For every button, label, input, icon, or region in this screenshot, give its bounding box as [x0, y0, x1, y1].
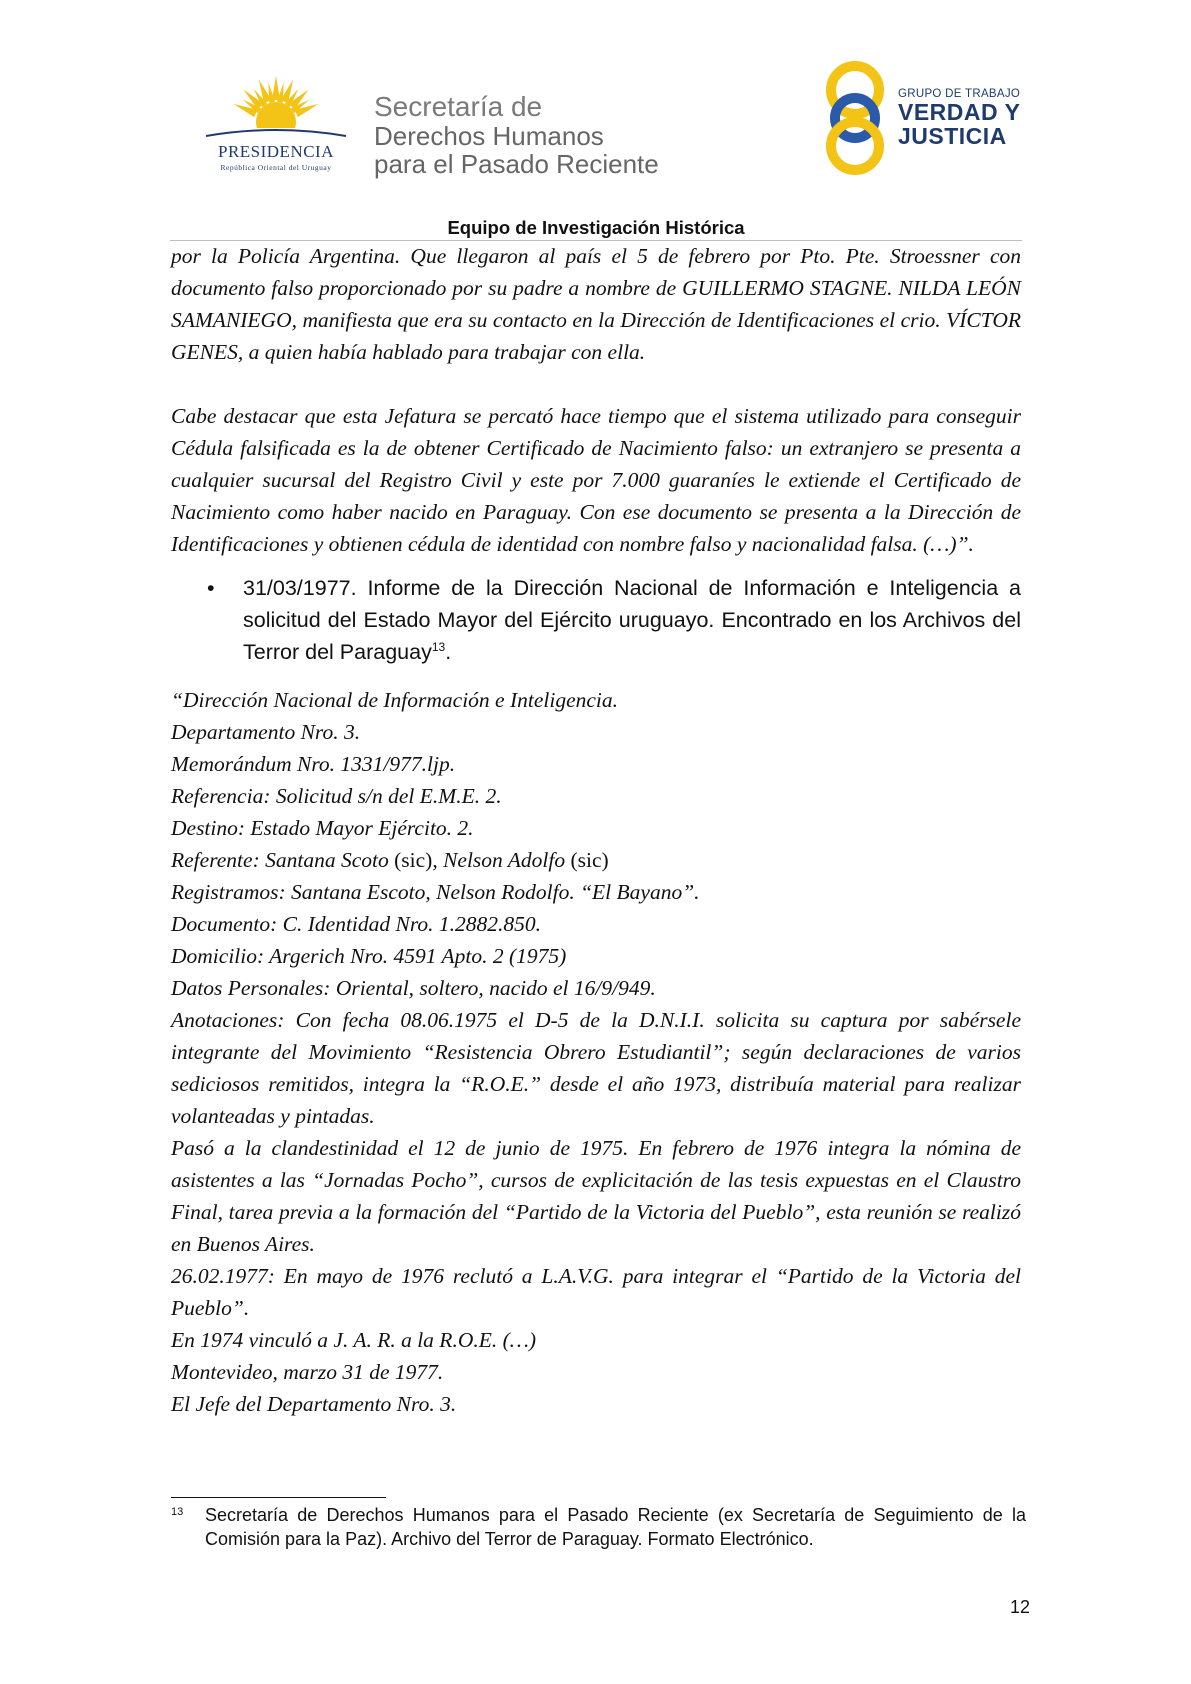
- memo-line: Referencia: Solicitud s/n del E.M.E. 2.: [171, 784, 502, 808]
- memo-line: 26.02.1977: En mayo de 1976 reclutó a L.A.V.G. para integrar el “Partido de la Victoria del Pueblo”.: [171, 1264, 1021, 1320]
- memo-line: Departamento Nro. 3.: [171, 720, 361, 744]
- footnote-divider: [171, 1497, 386, 1498]
- memo-line: Documento: C. Identidad Nro. 1.2882.850.: [171, 912, 542, 936]
- memo-line: [171, 844, 1021, 876]
- secretaria-line-2: Derechos Humanos: [374, 121, 604, 152]
- secretaria-logo-text: [374, 92, 659, 178]
- memo-line: Destino: Estado Mayor Ejército. 2.: [171, 816, 474, 840]
- page-number: 12: [1009, 1597, 1030, 1617]
- verdad-justicia-rings-icon: [820, 58, 890, 178]
- paragraph-1: por la Policía Argentina. Que llegaron al país el 5 de febrero por Pto. Pte. Stroessner con documento falso proporcionado por su padre a nombre de GUILLERMO STAGNE. NILDA LEÓN SAMANIEGO, manifiesta que era su contacto en la Dirección de Identificaciones el crio. VÍCTOR GENES, a quien había hablado para trabajar con ella.: [171, 244, 1021, 364]
- sic-marker: (sic): [394, 848, 433, 872]
- bullet-end: .: [445, 640, 452, 664]
- verdad-label: VERDAD Y: [898, 99, 1021, 125]
- memo-line: Montevideo, marzo 31 de 1977.: [171, 1360, 444, 1384]
- memo-line: Domicilio: Argerich Nro. 4591 Apto. 2 (1975): [171, 944, 567, 968]
- footnote-number: 13: [171, 1506, 184, 1518]
- verdad-justicia-logo-text: [898, 88, 1020, 148]
- memo-line: Memorándum Nro. 1331/977.ljp.: [171, 752, 456, 776]
- memo-referente: Referente: Santana Scoto: [171, 848, 395, 872]
- memo-line: Anotaciones: Con fecha 08.06.1975 el D-5 de la D.N.I.I. solicita su captura por sabérsele integrante del Movimiento “Resistencia Obrero Estudiantil”; según declaraciones de varios sediciosos remitidos, integra la “R.O.E.” desde el año 1973, distribuía material para realizar volanteadas y pintadas.: [171, 1008, 1021, 1128]
- memo-line: Pasó a la clandestinidad el 12 de junio de 1975. En febrero de 1976 integra la nómina de asistentes a las “Jornadas Pocho”, cursos de explicitación de las tesis expuestas en el Claustro Final, tarea previa a la formación del “Partido de la Victoria del Pueblo”, esta reunión se realizó en Buenos Aires.: [171, 1136, 1021, 1256]
- equipo-heading: Equipo de Investigación Histórica: [447, 217, 745, 238]
- paragraph-2: Cabe destacar que esta Jefatura se percató hace tiempo que el sistema utilizado para conseguir Cédula falsificada es la de obtener Certificado de Nacimiento falso: un extranjero se presenta a cualquier sucursal del Registro Civil y este por 7.000 guaraníes le extiende el Certificado de Nacimiento como haber nacido en Paraguay. Con ese documento se presenta a la Dirección de Identificaciones y obtienen cédula de identidad con nombre falso y nacionalidad falsa. (…)”.: [171, 404, 1021, 556]
- presidencia-name: PRESIDENCIA: [217, 142, 334, 161]
- secretaria-line-1: Secretaría de: [374, 91, 543, 122]
- justicia-label: JUSTICIA: [898, 123, 1007, 150]
- memo-line: El Jefe del Departamento Nro. 3.: [171, 1392, 457, 1416]
- grupo-trabajo-label: GRUPO DE TRABAJO: [898, 88, 1021, 100]
- memo-referente-name: , Nelson Adolfo: [432, 848, 571, 872]
- bullet-item: [171, 572, 1021, 668]
- sic-marker: (sic): [570, 848, 609, 872]
- document-body: [171, 240, 1021, 1420]
- footnote: [171, 1503, 1026, 1551]
- presidencia-subtitle: República Oriental del Uruguay: [220, 163, 332, 172]
- footnote-reference: 13: [431, 639, 446, 654]
- memo-line: En 1974 vinculó a J. A. R. a la R.O.E. (…): [171, 1328, 537, 1352]
- memo-line: “Dirección Nacional de Información e Inteligencia.: [171, 688, 619, 712]
- footnote-text: Secretaría de Derechos Humanos para el Pasado Reciente (ex Secretaría de Seguimiento de la Comisión para la Paz). Archivo del Terror de Paraguay. Formato Electrónico.: [205, 1505, 1026, 1549]
- memorandum-quote: [171, 684, 1021, 1420]
- page-header: [0, 0, 1191, 238]
- memo-line: Registramos: Santana Escoto, Nelson Rodolfo. “El Bayano”.: [171, 880, 700, 904]
- bullet-marker: •: [207, 576, 215, 600]
- secretaria-line-3: para el Pasado Reciente: [374, 149, 659, 180]
- bullet-text: 31/03/1977. Informe de la Dirección Nacional de Información e Inteligencia a solicitud del Estado Mayor del Ejército uruguayo. Encontrado en los Archivos del Terror del Paraguay: [243, 576, 1021, 664]
- memo-line: Datos Personales: Oriental, soltero, nacido el 16/9/949.: [171, 976, 656, 1000]
